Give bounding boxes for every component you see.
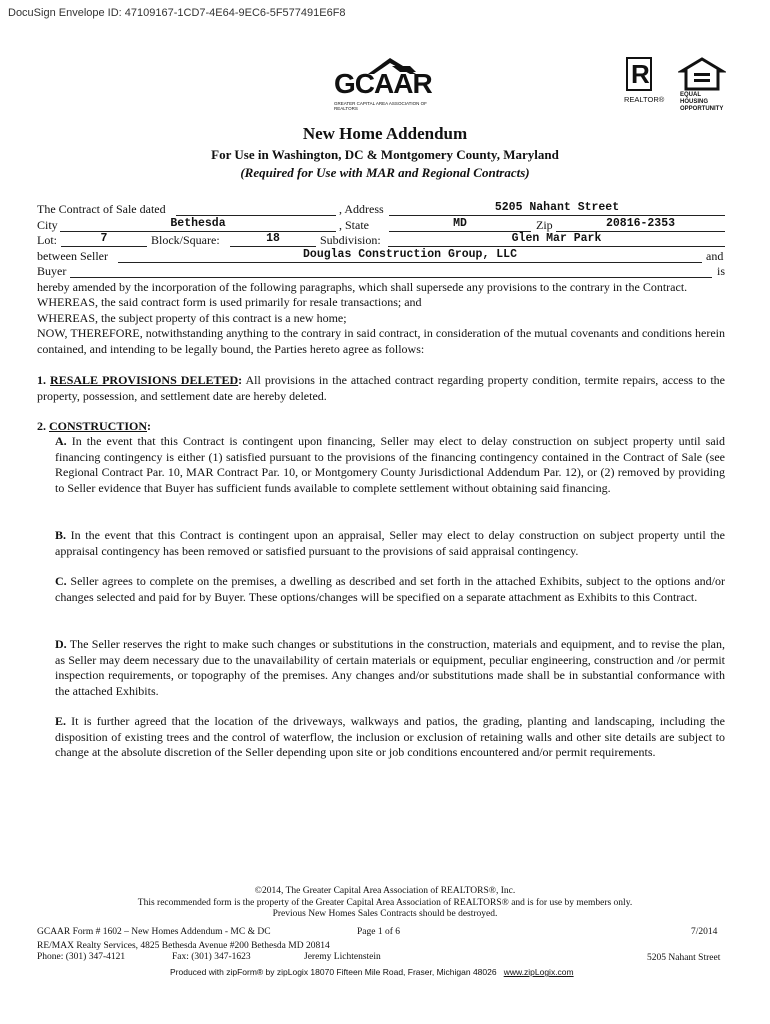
section-2-heading: CONSTRUCTION: [49, 419, 148, 433]
lot-label: Lot:: [37, 233, 57, 247]
zip-label: Zip: [536, 218, 553, 232]
section-2-title: [37, 419, 151, 434]
footer-copyright: ©2014, The Greater Capital Area Association of REALTORS®, Inc.: [254, 886, 516, 896]
contract-dated-field[interactable]: [176, 201, 336, 216]
buyer-field[interactable]: [70, 263, 712, 278]
subdivision-field[interactable]: Glen Mar Park: [388, 232, 725, 247]
is-label: is: [717, 264, 726, 278]
clause-b-label: B.: [55, 528, 67, 542]
intro-whereas-resale: WHEREAS, the said contract form is used primarily for resale transactions; and: [37, 295, 422, 309]
section-1: [37, 373, 725, 404]
lot-field[interactable]: 7: [61, 232, 147, 247]
section-1-heading: RESALE PROVISIONS DELETED: [50, 373, 239, 387]
clause-a: [55, 434, 725, 496]
footer-produced: [170, 967, 574, 977]
state-field[interactable]: MD: [389, 217, 531, 232]
clause-e: [55, 714, 725, 761]
footer-page-number: Page 1 of 6: [357, 927, 401, 937]
document-subtitle-required: (Required for Use with MAR and Regional Contracts): [240, 165, 530, 180]
gcaar-logo: [330, 52, 440, 111]
realtor-mark: R: [631, 59, 650, 89]
footer-fax: Fax: (301) 347-1623: [172, 952, 251, 962]
intro-whereas-new-home: WHEREAS, the subject property of this contract is a new home;: [37, 311, 347, 325]
clause-c-text: Seller agrees to complete on the premises, a dwelling as described and set forth in the attached Exhibits, subject to the options and/or changes selected and paid for by Buyer. These options/changes will be specified on a separate attachment as Exhibits to this Contract.: [55, 574, 725, 604]
footer-phone: Phone: (301) 347-4121: [37, 952, 126, 962]
realtor-logo: [624, 57, 665, 104]
footer-property-ref: 5205 Nahant Street: [647, 953, 721, 963]
equal-housing-icon: [678, 57, 726, 91]
docusign-envelope-id: DocuSign Envelope ID: 47109167-1CD7-4E64-9EC6-5F577491E6F8: [8, 7, 346, 19]
city-field[interactable]: Bethesda: [60, 217, 336, 232]
footer-destroyed-notice: Previous New Homes Sales Contracts should be destroyed.: [272, 909, 498, 919]
clause-d-label: D.: [55, 637, 67, 651]
seller-field[interactable]: Douglas Construction Group, LLC: [118, 248, 702, 263]
footer-office: RE/MAX Realty Services, 4825 Bethesda Avenue #200 Bethesda MD 20814: [37, 941, 330, 951]
clause-b-text: In the event that this Contract is contingent upon an appraisal, Seller may elect to delay construction on subject property until the appraisal contingency has been removed or satisfied pursuant to the provisions of said appraisal contingency.: [55, 528, 725, 558]
section-2-colon: :: [147, 419, 152, 433]
footer-form-number: GCAAR Form # 1602 – New Homes Addendum - MC & DC: [37, 927, 271, 937]
city-label: City: [37, 218, 58, 232]
section-2-number: 2.: [37, 419, 46, 433]
clause-d: [55, 637, 725, 699]
clause-a-label: A.: [55, 434, 67, 448]
document-title: New Home Addendum: [302, 124, 468, 143]
section-1-number: 1.: [37, 373, 46, 387]
footer-agent: Jeremy Lichtenstein: [304, 952, 381, 962]
address-label: , Address: [339, 202, 384, 216]
buyer-label: Buyer: [37, 264, 67, 278]
clause-d-text: The Seller reserves the right to make such changes or substitutions in the construction, materials and equipment, and to revise the plan, as Seller may deem necessary due to the unavailability of certain materials or equipment, peculiar engineering, construction and /or permit inspection requirements, or topography of the premises. Any changes and/or substitutions made shall be in substantial conformance with the attached Exhibits.: [55, 637, 725, 698]
contract-dated-label: The Contract of Sale dated: [37, 202, 166, 216]
address-field[interactable]: 5205 Nahant Street: [389, 201, 725, 216]
gcaar-tagline: GREATER CAPITAL AREA ASSOCIATION OF REALTORS: [334, 101, 427, 111]
and-label: and: [706, 249, 724, 263]
document-subtitle: For Use in Washington, DC & Montgomery County, Maryland: [211, 147, 559, 162]
ziplogix-link[interactable]: www.zipLogix.com: [503, 967, 574, 977]
subdivision-label: Subdivision:: [320, 233, 381, 247]
clause-e-label: E.: [55, 714, 67, 728]
footer-produced-text: Produced with zipForm® by zipLogix 18070 Fifteen Mile Road, Fraser, Michigan 48026: [170, 967, 497, 977]
state-label: , State: [339, 218, 369, 232]
clause-e-text: It is further agreed that the location of the driveways, walkways and patios, the grading, planting and landscaping, including the disposition of existing trees and the control of waterflow, the inclusion or exclusion of retaining walls and other site details are subject to change at the absolute discretion of the Seller depending upon site or job conditions encountered and/or permit requirements.: [55, 714, 725, 760]
realtor-caption: REALTOR®: [624, 95, 665, 104]
footer-property-notice: This recommended form is the property of the Greater Capital Area Association of REALTORS® and is for use by members only.: [137, 898, 633, 908]
intro-amended: hereby amended by the incorporation of the following paragraphs, which shall supersede any provisions to the contrary in the Contract.: [37, 280, 688, 294]
block-field[interactable]: 18: [230, 232, 316, 247]
section-1-colon: :: [238, 373, 243, 387]
clause-b: [55, 528, 725, 559]
realtor-block-icon: [626, 57, 652, 91]
block-label: Block/Square:: [151, 233, 220, 247]
equal-housing-logo: [678, 57, 726, 112]
section-1-text: All provisions in the attached contract regarding property condition, termite repairs, access to the property, possession, and settlement date are hereby deleted.: [37, 373, 726, 403]
equal-housing-caption: EQUAL HOUSING OPPORTUNITY: [680, 92, 724, 112]
clause-c: [55, 574, 725, 605]
clause-c-label: C.: [55, 574, 67, 588]
footer-form-date: 7/2014: [691, 927, 718, 937]
zip-field[interactable]: 20816-2353: [556, 217, 725, 232]
clause-a-text: In the event that this Contract is contingent upon financing, Seller may elect to delay construction on subject property until said financing contingency is either (1) satisfied pursuant to the provisions of the financing contingency contained in the Contract of Sale (see Regional Contract Par. 10, MAR Contract Par. 10, or Montgomery County Jurisdictional Addendum Par. 12), or (2) removed by providing to Seller evidence that Buyer has sufficient funds available to complete settlement without obtaining said financing.: [55, 434, 725, 495]
seller-label: between Seller: [37, 249, 108, 263]
intro-now-therefore: NOW, THEREFORE, notwithstanding anything to the contrary in said contract, in consideration of the mutual covenants and conditions herein contained, and intending to be legally bound, the Parties hereto agree as follows:: [37, 326, 725, 356]
gcaar-wordmark: GCAAR: [334, 68, 432, 99]
